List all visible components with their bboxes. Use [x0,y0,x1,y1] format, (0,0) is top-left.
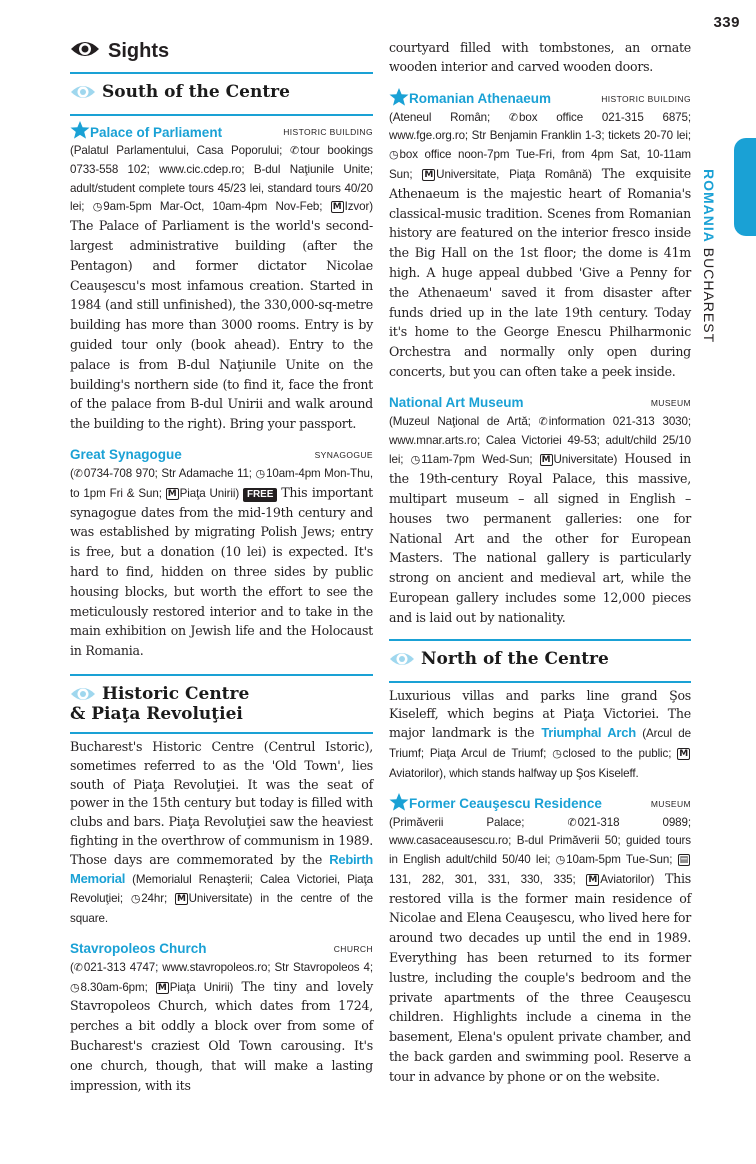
section-title-south: South of the Centre [102,82,290,102]
chapter-country: ROMANIA [701,169,717,243]
clock-icon: ◷ [130,892,141,906]
metro-icon: M [157,982,167,993]
eye-icon [70,82,96,106]
clock-icon: ◷ [70,980,80,994]
entry-name[interactable]: Palace of Parliament [90,124,223,140]
sights-title: Sights [108,39,170,62]
bus-icon: ▤ [679,855,689,866]
phone-icon: ✆ [289,144,300,157]
page-number: 339 [713,14,740,31]
entry-name[interactable]: Stavropoleos Church [70,941,207,957]
clock-icon: ◷ [255,466,265,480]
entry-body: The Palace of Parliament is the world's second-largest administrative building (after the Pentagon) and former dictator Nicolae Ceauşescu's most infamous creation. Started in 1984 (and still unfinished), the 330,000-sq-metre building has more than 3000 rooms. Entry is by guided tour only (book ahead). Entry to the palace is from B-dul Naţiunile Unite on the building's northern side (to find it, face the front of the palace from B-dul Unirii and walk around the building to the right). Bring your passport. [70,218,373,432]
entry-name[interactable]: National Art Museum [389,395,524,411]
continued-text: courtyard filled with tombstones, an ornate wooden interior and carved wooden doors. [389,40,691,74]
clock-icon: ◷ [389,148,399,162]
chapter-tab [734,138,756,236]
section-heading-south [70,82,373,106]
sights-heading [70,38,373,64]
free-badge: FREE [243,488,277,502]
entry-romanian-athenaeum [389,89,691,383]
entry-type: MUSEUM [650,397,691,408]
entry-type: CHURCH [333,943,373,954]
star-icon [389,88,409,110]
clock-icon: ◷ [555,853,566,867]
left-column [70,38,373,1096]
metro-icon: M [332,202,342,213]
entry-info: (Palatul Parlamentului, Casa Poporului; ✆tour bookings 0733-558 102; www.cic.cdep.ro; B-dul Naţiunile Unite; adult/student complete tours 45/23 lei, standard tours 40/20 lei; ◷9am-5pm Mar-Oct, 10am-4pm Nov-Feb; M Izvor) The Palace of Parliament is the world's second-largest administrative building (after the Pentagon) and former dictator Nicolae Ceauşescu's most infamous creation. Started in 1984 (and still unfinished), the 330,000-sq-metre building has more than 3000 rooms. Entry is by guided tour only (book ahead). Entry to the palace is from B-dul Naţiunile Unite on the building's northern side (to find it, face the front of the palace from B-dul Unirii and walk around the building to the right). Bring your passport. [70,144,373,432]
section-heading-historic [70,684,373,724]
metro-icon: M [424,169,434,180]
entry-great-synagogue [70,445,373,662]
entry-body: This important synagogue dates from the mid-19th century and was established by migrating Polish Jews; entry is free, but a donation (10 lei) is expected. It's hard to find, hidden on three sides by public housing blocks, but worth the effort to see the meticulously restored interior and to take in the main exhibition on Jewish life and the Holocaust in Romania. [70,484,373,659]
clock-icon: ◷ [92,200,103,214]
metro-icon: M [167,488,177,499]
entry-info: (Ateneul Român; ✆box office 021-315 6875; www.fge.org.ro; Str Benjamin Franklin 1-3; tickets 20-70 lei; ◷box office noon-7pm Tue-Fri, from 4pm Sat, 10-11am Sun; M Universitate, Piaţa Română) The exquisite Athenaeum is the majestic heart of Romania's classical-music tradition. Scenes from Romanian history are featured on the interior fresco inside the Big Hall on the 1st floor; the dome is 41m high. A huge appeal dubbed 'Give a Penny for the Athenaeum' saved it from disaster after funds dried up in the late 19th century. Today it's home to the George Enescu Philharmonic Orchestra and normally only open during concerts, but you can often take a peek inside. [389,110,691,379]
section-intro-north: Luxurious villas and parks line grand Şos Kiseleff, which begins at Piaţa Victoriei. The major landmark is the Triumphal Arch (Arcul de Triumf; Piaţa Arcul de Triumf; ◷closed to the public; MAviatorilor), which stands halfway up Şos Kiseleff. [389,687,691,780]
phone-icon: ✆ [508,110,519,124]
entry-type: MUSEUM [650,798,691,809]
chapter-label [698,169,722,359]
star-icon [70,121,90,143]
entry-type: HISTORIC BUILDING [601,93,691,104]
entry-info: (Muzeul Naţional de Artă; ✆information 021-313 3030; www.mnar.arts.ro; Calea Victoriei 49-53; adult/child 25/10 lei; ◷11am-7pm Wed-Sun; M Universitate) Housed in the 19th-century Royal Palace, this massive, multipart museum – all signed in English – houses two permanent galleries: one for National Art and the other for European Masters. The national gallery is particularly strong on ancient and medieval art, while the European gallery includes some 12,000 pieces and is laid out by nationality. [389,414,691,625]
triumphal-arch-link[interactable]: Triumphal Arch [541,725,636,741]
metro-icon: M [679,748,689,759]
entry-name[interactable]: Romanian Athenaeum [409,91,552,107]
entry-body: Housed in the 19th-century Royal Palace, this massive, multipart museum – all signed in English – houses two permanent galleries: one for National Art and the other for European Masters. The national gallery is particularly strong on ancient and medieval art, while the European gallery includes some 12,000 pieces and is laid out by nationality. [389,451,691,625]
section-intro-historic: Bucharest's Historic Centre (Centrul Istoric), sometimes referred to as the 'Old Town', lies south of Piaţa Revoluţiei. It was the seat of power in the 15th century but today is filled with clubs and bars. Piaţa Revoluţiei saw the heaviest fighting in the overthrow of communism in 1989. Those days are commemorated by the Rebirth Memorial (Memorialul Renaşterii; Calea Victoriei, Piaţa Revoluţiei; ◷24hr; M Universitate) in the centre of the square. [70,738,373,926]
metro-icon: M [541,455,551,466]
section-rule [389,681,691,683]
section-rule [389,639,691,641]
rebirth-memorial-link[interactable]: Rebirth Memorial [70,851,373,886]
section-title-historic: Historic Centre & Piaţa Revoluţiei [70,683,250,724]
entry-palace-of-parliament [70,122,373,435]
phone-icon: ✆ [538,414,548,428]
entry-body: The tiny and lovely Stavropoleos Church, which dates from 1724, perches a bit oddly a block over from some of Bucharest's craziest Old Town carousing. It's one church, though, that will make a lasting impression, with its [70,978,373,1093]
heading-rule [70,72,373,74]
section-heading-north [389,649,691,673]
entry-info: (✆021-313 4747; www.stavropoleos.ro; Str Stavropoleos 4; ◷8.30am-6pm; M Piaţa Unirii) The tiny and lovely Stavropoleos Church, which dates from 1724, perches a bit oddly a block over from some of Bucharest's craziest Old Town carousing. It's one church, though, that will make a lasting impression, with its [70,960,373,1093]
metro-icon: M [176,894,186,905]
entry-former-ceausescu-residence [389,794,691,1088]
section-rule [70,732,373,734]
phone-icon: ✆ [567,815,577,829]
entry-body: The exquisite Athenaeum is the majestic heart of Romania's classical-music tradition. Scenes from Romanian history are featured on the interior fresco inside the Big Hall on the 1st floor; the dome is 41m high. A huge appeal dubbed 'Give a Penny for the Athenaeum' saved it from disaster after funds dried up in the late 19th century. Today it's home to the George Enescu Philharmonic Orchestra and normally only open during concerts, but you can often take a peek inside. [389,165,691,379]
entry-national-art-museum [389,393,691,629]
section-title-north: North of the Centre [421,648,609,669]
eye-icon [70,38,100,64]
entry-type: HISTORIC BUILDING [283,127,373,137]
entry-type: SYNAGOGUE [314,449,373,460]
entry-name[interactable]: Former Ceauşescu Residence [409,796,602,811]
entry-stavropoleos-church [70,939,373,1097]
chapter-city: BUCHAREST [701,247,717,344]
entry-name[interactable]: Great Synagogue [70,447,182,463]
clock-icon: ◷ [552,746,562,760]
eye-icon [389,649,415,673]
entry-body: This restored villa is the former main residence of Nicolae and Elena Ceauşescu, who lived here for around two decades up until the end in 1989. Everything has been returned to its former lustre, including the couple's bedroom and the private apartments of the three Ceauşescu children. Highlights include a cinema in the basement, Elena's opulent private chamber, and the back garden and swimming pool. Reserve a tour in advance by phone or on the website. [389,870,691,1084]
metro-icon: M [588,874,598,885]
section-rule [70,674,373,676]
right-column [389,39,691,1088]
star-icon [389,793,409,815]
phone-icon: ✆ [73,960,83,974]
entry-info: (Primăverii Palace; ✆021-318 0989; www.casaceausescu.ro; B-dul Primăverii 50; guided tours in English adult/child 50/40 lei; ◷10am-5pm Tue-Sun; ▤131, 282, 301, 331, 330, 335; M Aviatorilor) This restored villa is the former main residence of Nicolae and Elena Ceauşescu, who lived here for around two decades up until the end in 1989. Everything has been returned to its former lustre, including the couple's bedroom and the private apartments of the three Ceauşescu children. Highlights include a cinema in the basement, Elena's opulent private chamber, and the back garden and swimming pool. Reserve a tour in advance by phone or on the website. [389,815,692,1084]
phone-icon: ✆ [73,466,83,480]
section-rule [70,114,373,116]
clock-icon: ◷ [410,453,421,467]
entry-info: (✆0734-708 970; Str Adamache 11; ◷10am-4pm Mon-Thu, to 1pm Fri & Sun; M Piaţa Unirii) FREE This important synagogue dates from the mid-19th century and was established by migrating Polish Jews; entry is free, but a donation (10 lei) is expected. It's hard to find, hidden on three sides by public housing blocks, but worth the effort to see the meticulously restored interior and to take in the main exhibition on Jewish life and the Holocaust in Romania. [70,466,373,659]
